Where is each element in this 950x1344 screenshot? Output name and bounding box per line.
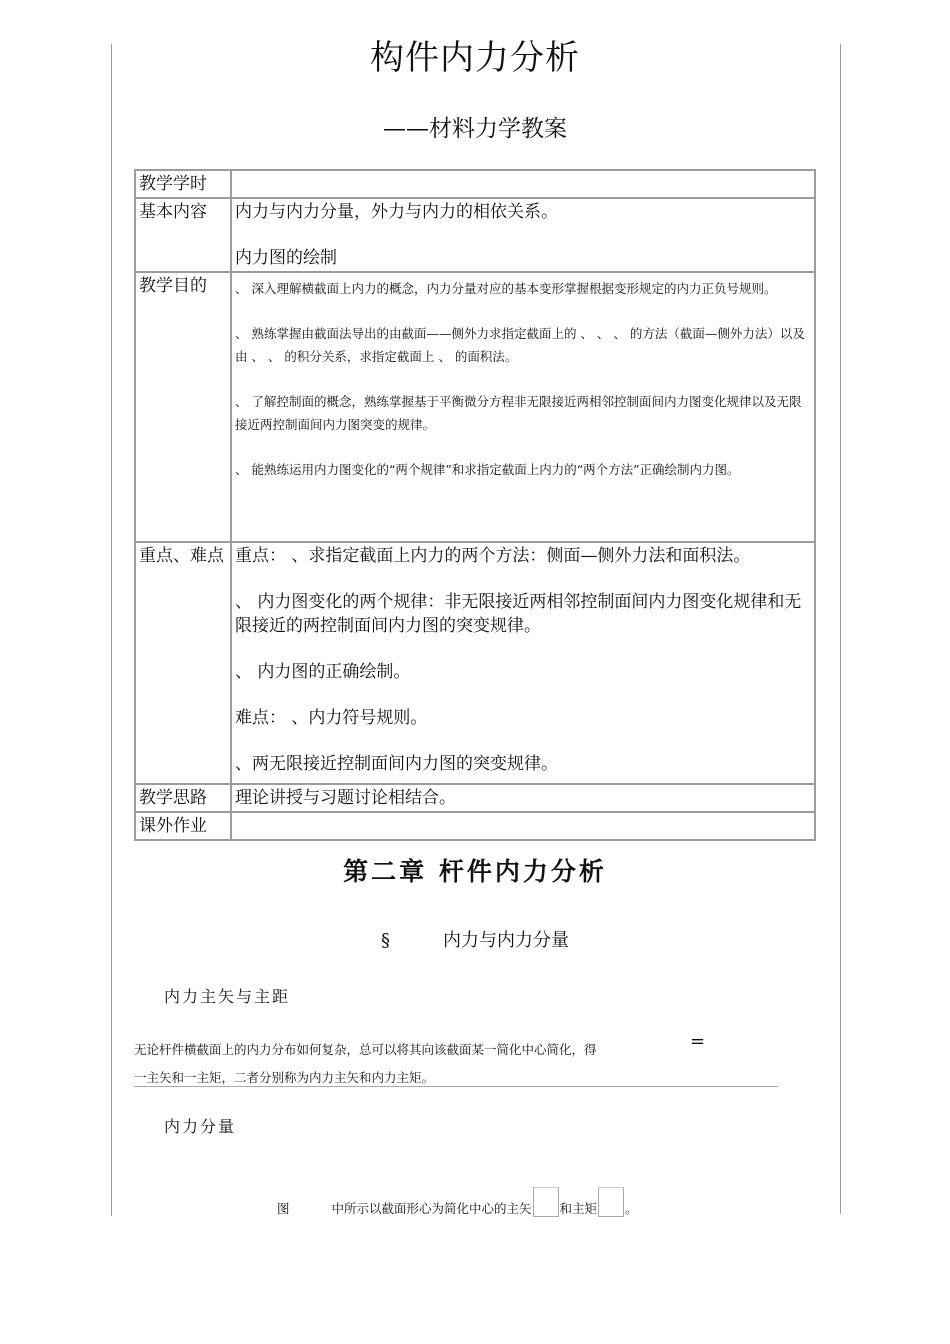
figure-label: 图	[277, 1201, 290, 1216]
content-label: 基本内容	[135, 198, 231, 272]
table-row	[135, 542, 815, 784]
key-point: 、两无限接近控制面间内力图的突变规律。	[235, 754, 558, 774]
document-title: 构件内力分析	[370, 38, 580, 78]
method-value: 理论讲授与习题讨论相结合。	[231, 784, 815, 812]
subsection-heading: 内力主矢与主距	[164, 987, 291, 1006]
figure-reference-line	[277, 1187, 638, 1217]
paragraph-line: 一主矢和一主矩，二者分别称为内力主矢和内力主矩。	[134, 1070, 435, 1085]
subsection-heading: 内力分量	[164, 1117, 237, 1136]
content-line: 内力与内力分量，外力与内力的相依关系。	[235, 202, 558, 222]
right-margin-line	[840, 44, 841, 1214]
paragraph-line: 无论杆件横截面上的内力分布如何复杂，总可以将其向该截面某一简化中心简化，得	[134, 1042, 597, 1057]
goals-label: 教学目的	[135, 272, 231, 542]
left-margin-line	[111, 44, 112, 1216]
key-point: 难点： 、内力符号规则。	[235, 708, 428, 728]
goal-item: 、 能熟练运用内力图变化的“两个规律”和求指定截面上内力的“两个方法”正确绘制内力图。	[235, 462, 740, 477]
hours-label: 教学学时	[135, 170, 231, 198]
table-row	[135, 272, 815, 542]
section-title: 内力与内力分量	[443, 930, 569, 951]
formula-placeholder	[598, 1187, 624, 1217]
section-symbol: §	[381, 930, 390, 951]
homework-value	[231, 812, 815, 840]
table-row	[135, 784, 815, 812]
figure-text-end: 。	[625, 1201, 638, 1216]
goal-item: 、 熟练掌握由截面法导出的由截面——侧外力求指定截面上的 、 、 、 的方法（截面—侧外力法）以及由 、 、 的积分关系，求指定截面上 、 的面积法。	[235, 326, 805, 364]
chapter-title: 第二章 杆件内力分析	[343, 857, 607, 886]
goals-cell	[231, 272, 815, 542]
figure-text: 和主矩	[559, 1201, 598, 1216]
goal-item: 、 深入理解横截面上内力的概念，内力分量对应的基本变形掌握根据变形规定的内力正负号规则。	[235, 281, 777, 296]
hours-value	[231, 170, 815, 198]
key-point: 、 内力图变化的两个规律：非无限接近两相邻控制面间内力图变化规律和无限接近的两控制面间内力图的突变规律。	[235, 592, 802, 636]
method-label: 教学思路	[135, 784, 231, 812]
key-points-label: 重点、难点	[135, 542, 231, 784]
section-heading	[0, 926, 950, 952]
key-points-cell	[231, 542, 815, 784]
divider	[134, 1086, 778, 1087]
key-point: 、 内力图的正确绘制。	[235, 662, 411, 682]
content-cell	[231, 198, 815, 272]
lesson-plan-table	[134, 169, 816, 841]
content-line: 内力图的绘制	[235, 248, 337, 268]
equals-sign: =	[690, 1031, 706, 1052]
table-row	[135, 170, 815, 198]
document-subtitle: ——材料力学教案	[383, 116, 567, 142]
goal-item: 、 了解控制面的概念，熟练掌握基于平衡微分方程非无限接近两相邻控制面间内力图变化规律以及无限接近两控制面间内力图突变的规律。	[235, 394, 802, 432]
formula-placeholder	[533, 1187, 559, 1217]
homework-label: 课外作业	[135, 812, 231, 840]
key-point: 重点： 、求指定截面上内力的两个方法：侧面—侧外力法和面积法。	[235, 546, 751, 566]
figure-text: 中所示以截面形心为简化中心的主矢	[331, 1201, 532, 1216]
table-row	[135, 198, 815, 272]
table-row	[135, 812, 815, 840]
